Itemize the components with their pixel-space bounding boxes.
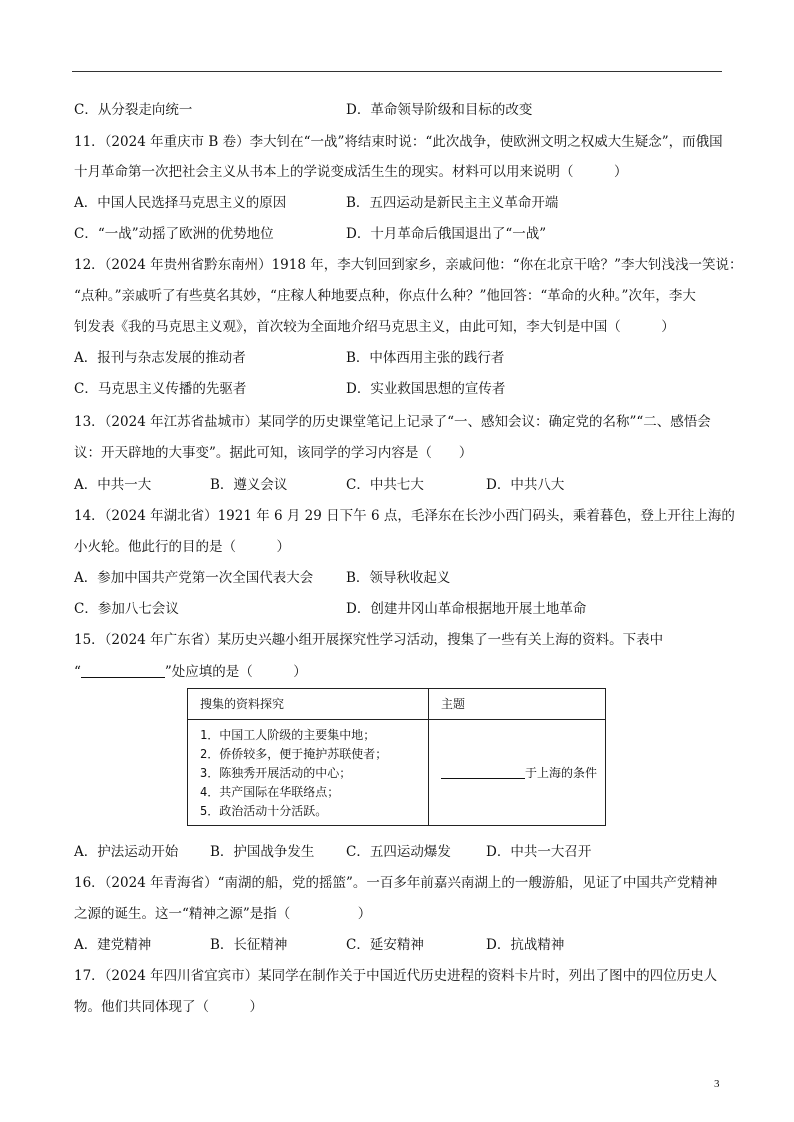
q17-stem-line1: 17．（2024 年四川省宜宾市）某同学在制作关于中国近代历史进程的资料卡片时，列出了图中的四位历史人 [74,968,718,984]
q12-stem-line2: “点种。”亲戚听了有些莫名其妙，“庄稼人种地要点种，你点什么种？”他回答：“革命的火种。”次年，李大 [74,288,696,304]
q15-table-item: 2．侨侨较多，便于掩护苏联使者； [200,747,388,761]
q13-option-b[interactable]: B．遵义会议 [210,477,288,493]
q12-option-c[interactable]: C．马克思主义传播的先驱者 [74,381,247,397]
q11-stem-line2: 十月革命第一次把社会主义从书本上的学说变成活生生的现实。材料可以用来说明（ ） [74,164,628,180]
q13-option-a[interactable]: A．中共一大 [74,477,152,493]
q14-option-d[interactable]: D．创建井冈山革命根据地开展土地革命 [346,601,587,617]
q15-topic-blank[interactable] [441,764,525,779]
q15-table-header-topic: 主题 [429,689,606,720]
q17-stem-line2: 物。他们共同体现了（ ） [74,999,263,1015]
q15-open-quote: “ [74,664,81,680]
q15-option-b[interactable]: B．护国战争发生 [210,844,315,860]
q13-stem-line1: 13．（2024 年江苏省盐城市）某同学的历史课堂笔记上记录了“一、感知会议：确定党的名称”“二、感悟会 [74,414,711,430]
q15-topic-suffix: 于上海的条件 [525,766,598,780]
q15-table-item: 4．共产国际在华联络点； [200,785,340,799]
q15-close-quote: ”处应填的是（ ） [164,664,307,680]
q16-option-d[interactable]: D．抗战精神 [486,937,565,953]
q10-option-c[interactable]: C．从分裂走向统一 [74,102,193,118]
q15-stem-line2 [74,663,307,681]
q14-stem-line1: 14．（2024 年湖北省）1921 年 6 月 29 日下午 6 点，毛泽东在长沙小西门码头，乘着暮色，登上开往上海的 [74,508,735,524]
q15-table-item: 3．陈独秀开展活动的中心； [200,766,352,780]
q13-option-d[interactable]: D．中共八大 [486,477,565,493]
q12-option-b[interactable]: B．中体西用主张的践行者 [346,350,505,366]
q12-option-a[interactable]: A．报刊与杂志发展的推动者 [74,350,246,366]
q15-source-table [187,688,606,826]
q15-table-header-source: 搜集的资料探究 [188,689,429,720]
q11-option-a[interactable]: A．中国人民选择马克思主义的原因 [74,195,287,211]
q14-option-c[interactable]: C．参加八七会议 [74,601,179,617]
q15-option-c[interactable]: C．五四运动爆发 [346,844,451,860]
q15-option-d[interactable]: D．中共一大召开 [486,844,592,860]
q10-option-d[interactable]: D．革命领导阶级和目标的改变 [346,102,533,118]
q12-stem-line1: 12．（2024 年贵州省黔东南州）1918 年，李大钊回到家乡，亲戚问他：“你在北京干啥？”李大钊浅浅一笑说： [74,257,743,273]
q16-option-a[interactable]: A．建党精神 [74,937,152,953]
q15-answer-blank[interactable] [81,663,165,678]
q15-table-item: 1．中国工人阶级的主要集中地； [200,728,376,742]
q11-stem-line1: 11．（2024 年重庆市 B 卷）李大钊在“一战”将结束时说：“此次战争，使欧洲文明之权威大生疑念”，而俄国 [74,134,723,150]
q16-stem-line1: 16．（2024 年青海省）“南湖的船，党的摇篮”。一百多年前嘉兴南湖上的一艘游船，见证了中国共产党精神 [74,875,718,891]
q15-table-topic-cell [429,720,606,826]
q11-option-b[interactable]: B．五四运动是新民主主义革命开端 [346,195,559,211]
q12-stem-line3: 钊发表《我的马克思主义观》，首次较为全面地介绍马克思主义，由此可知，李大钊是中国（ ） [74,319,675,335]
q14-option-a[interactable]: A．参加中国共产党第一次全国代表大会 [74,570,314,586]
q13-option-c[interactable]: C．中共七大 [346,477,424,493]
q11-option-c[interactable]: C．“一战”动摇了欧洲的优势地位 [74,226,274,242]
q11-option-d[interactable]: D．十月革命后俄国退出了“一战” [346,226,547,242]
q16-option-b[interactable]: B．长征精神 [210,937,288,953]
header-rule [72,71,722,72]
q14-stem-line2: 小火轮。他此行的目的是（ ） [74,539,290,555]
page-number: 3 [714,1078,720,1090]
q14-option-b[interactable]: B．领导秋收起义 [346,570,451,586]
q15-option-a[interactable]: A．护法运动开始 [74,844,179,860]
q15-stem-line1: 15．（2024 年广东省）某历史兴趣小组开展探究性学习活动，搜集了一些有关上海的资料。下表中 [74,632,664,648]
q13-stem-line2: 议：开天辟地的大事变”。据此可知，该同学的学习内容是（ ） [74,445,473,461]
q12-option-d[interactable]: D．实业救国思想的宣传者 [346,381,506,397]
q16-option-c[interactable]: C．延安精神 [346,937,424,953]
q15-table-item: 5．政治活动十分活跃。 [200,804,328,818]
q16-stem-line2: 之源的诞生。这一“精神之源”是指（ ） [74,906,372,922]
q15-table-items [188,720,429,826]
